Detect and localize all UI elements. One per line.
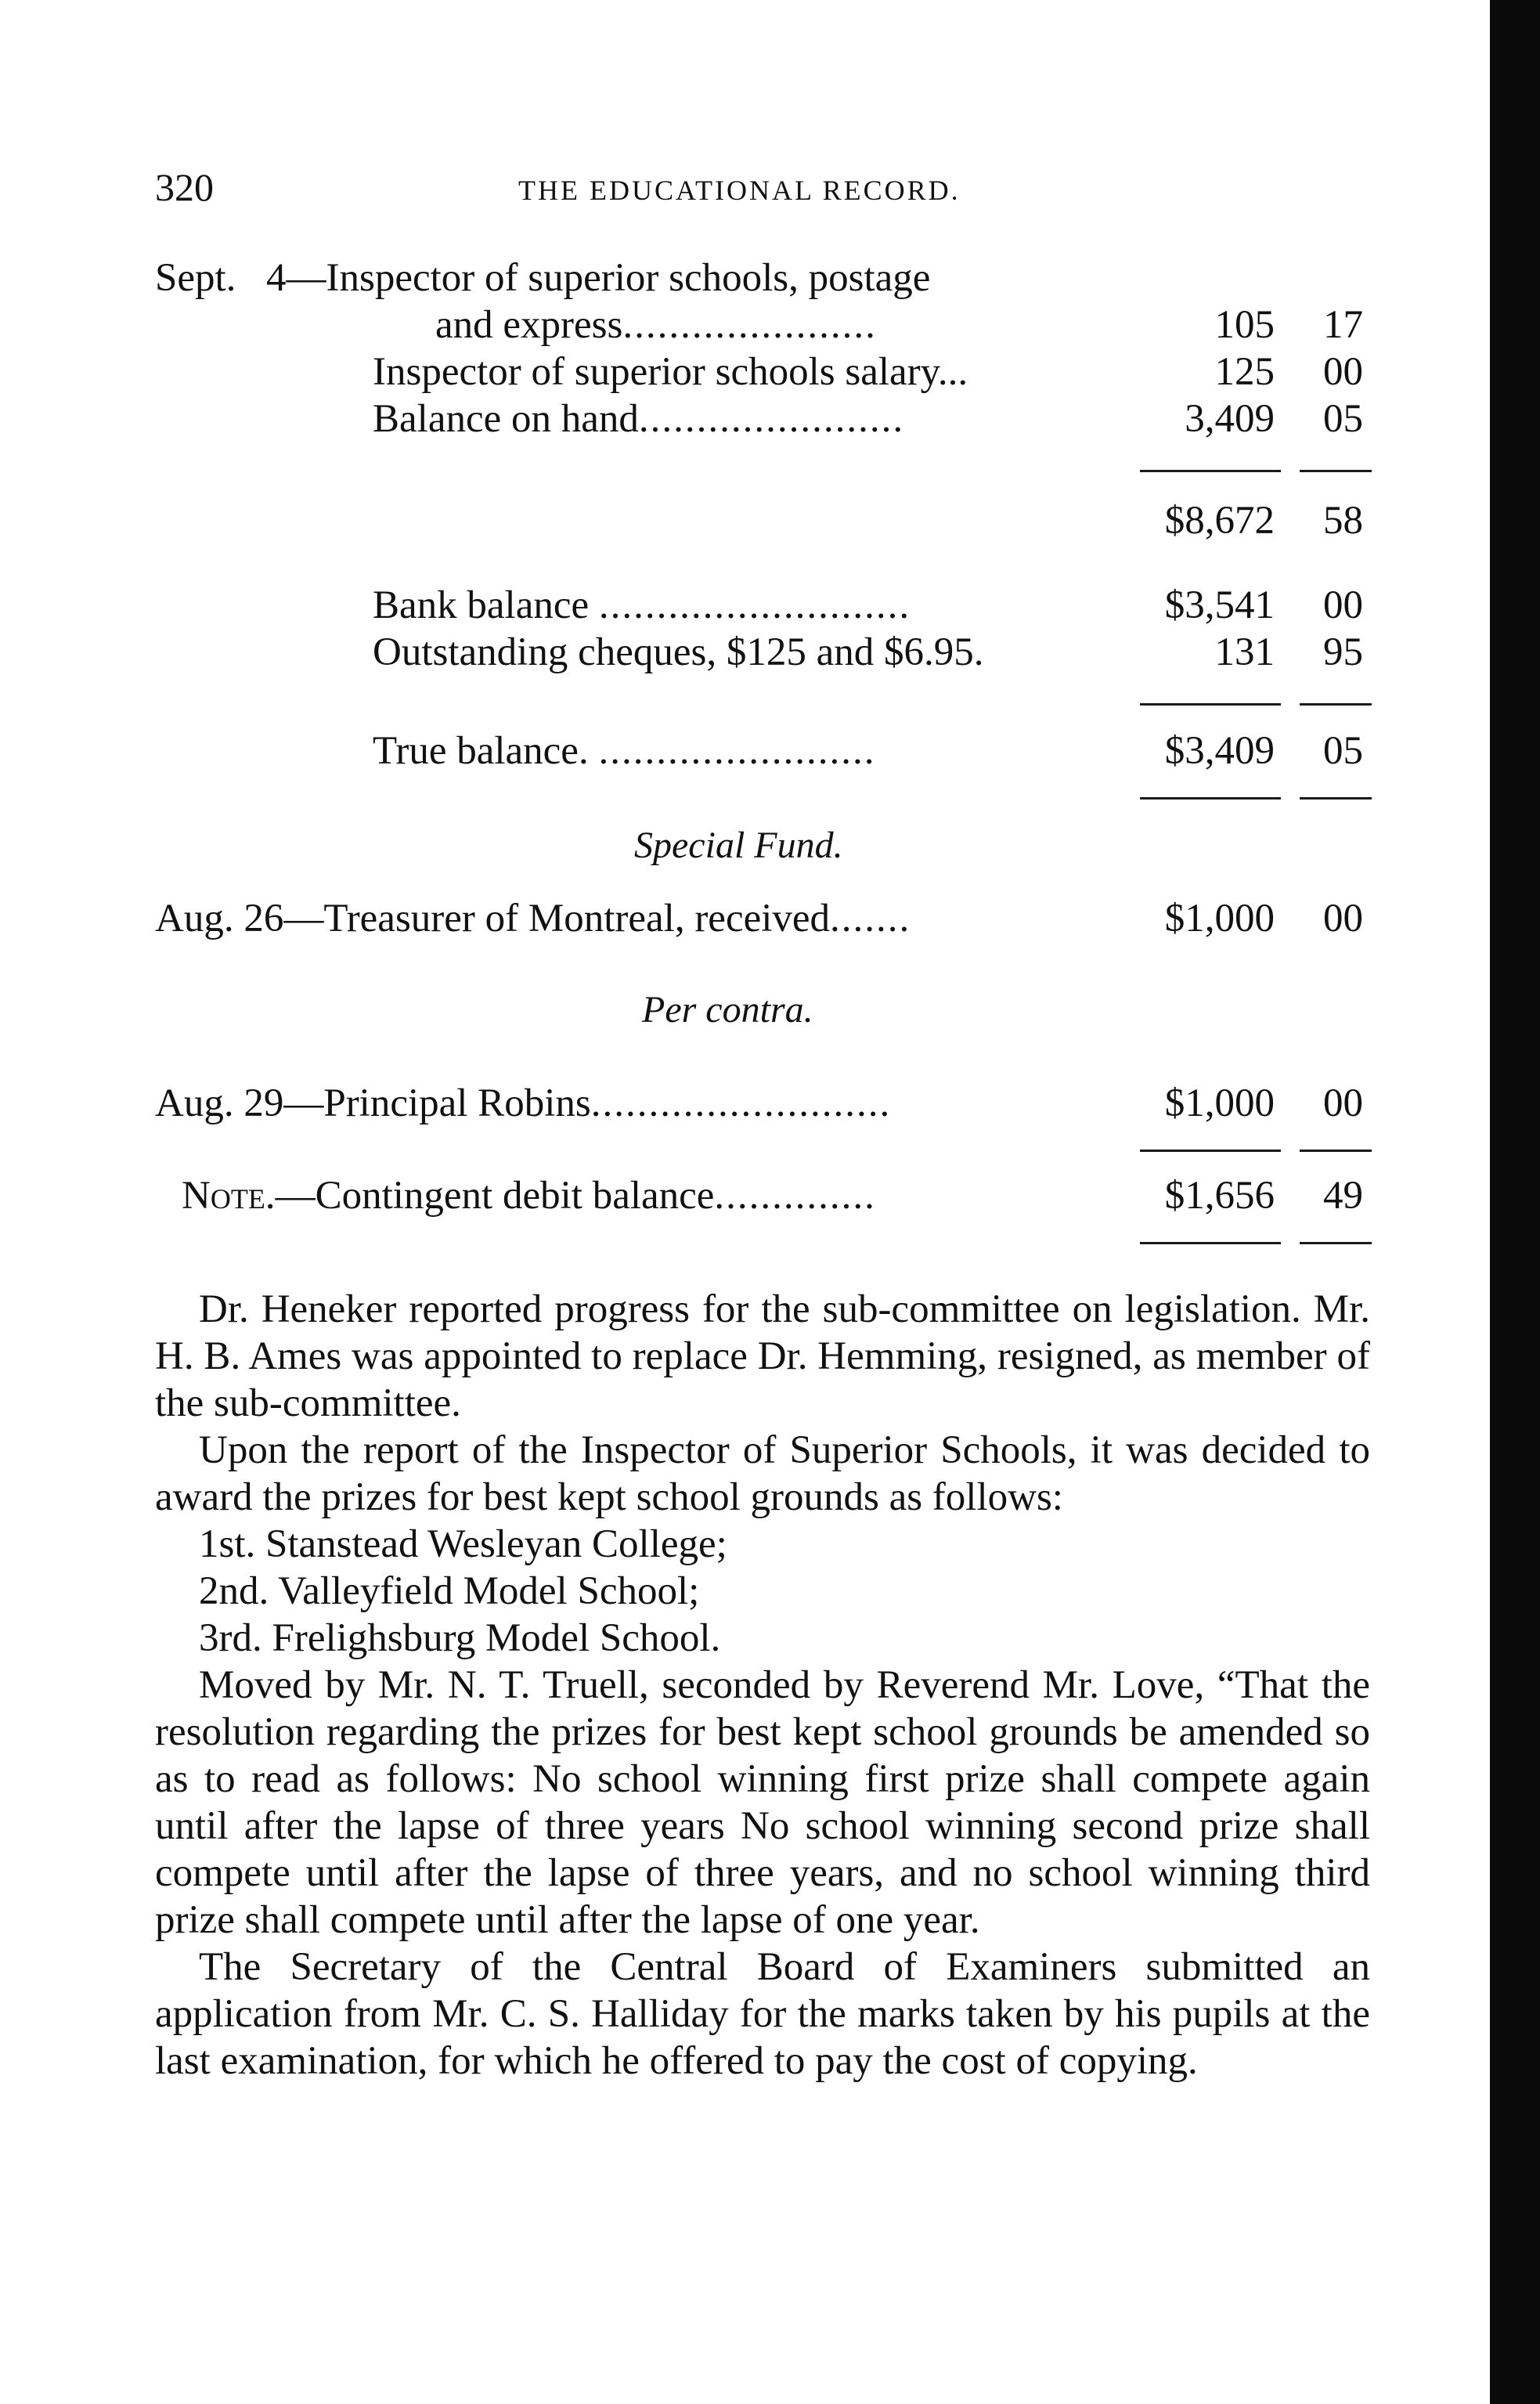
leader-dots: .............. <box>714 1174 876 1218</box>
leader-dots: ....................... <box>638 397 905 441</box>
bank-balance-cents: 00 <box>1323 583 1363 627</box>
note-prefix: Note. <box>182 1174 276 1218</box>
prize-list-item: 2nd. Valleyfield Model School; <box>199 1569 700 1613</box>
ledger-rule <box>1300 470 1372 472</box>
bank-balance-label: Bank balance <box>373 583 590 627</box>
paragraph-application: The Secretary of the Central Board of Examiners submitted an application from Mr. C. S. Halliday for the marks taken by his pupils at the last examination, for which he offered to pay the cost of copying. <box>155 1945 1370 2083</box>
paragraph-prizes: Upon the report of the Inspector of Superior Schools, it was decided to award the prizes for best kept school grounds as follows: <box>155 1428 1370 1519</box>
ledger-rule <box>1300 797 1372 800</box>
note-line <box>182 1176 876 1216</box>
outstanding-cheques-cents: 95 <box>1323 630 1363 674</box>
ledger-rule <box>1300 703 1372 706</box>
per-contra-entry-label: Aug. 29—Principal Robins <box>155 1081 591 1125</box>
ledger-rule <box>1140 797 1281 800</box>
ledger-entry-1-label: and express <box>435 303 623 347</box>
per-contra-title: Per contra. <box>642 989 813 1031</box>
ledger-entry-2-label: Inspector of superior schools salary... <box>373 350 968 394</box>
ledger-entry-1-line-2 <box>435 305 877 345</box>
note-label: —Contingent debit balance <box>275 1174 715 1218</box>
ledger-entry-1-line-1: 4—Inspector of superior schools, postage <box>266 256 931 300</box>
true-balance-line <box>373 731 875 771</box>
leader-dots: ...................... <box>622 303 877 347</box>
ledger-entry-3-label: Balance on hand <box>373 397 639 441</box>
special-fund-title: Special Fund. <box>634 825 843 866</box>
prize-list-item: 3rd. Frelighsburg Model School. <box>199 1616 721 1660</box>
ledger-entry-3-line <box>373 399 904 439</box>
ledger-entry-1-cents: 17 <box>1323 303 1363 347</box>
ledger-total-cents: 58 <box>1323 499 1363 543</box>
ledger-rule <box>1140 703 1281 706</box>
true-balance-cents: 05 <box>1323 729 1363 773</box>
page-header <box>155 164 1376 211</box>
bank-balance-line <box>373 583 911 627</box>
ledger-entry-3-cents: 05 <box>1323 397 1363 441</box>
ledger-entry-2-cents: 00 <box>1323 350 1363 394</box>
minutes-body <box>155 1286 1370 2085</box>
scan-edge-bar <box>1490 0 1540 2404</box>
per-contra-cents: 00 <box>1323 1081 1363 1125</box>
leader-dots: .......................... <box>590 1081 892 1125</box>
true-balance-label: True balance. <box>373 729 589 773</box>
document-page: 320 THE EDUCATIONAL RECORD. Sept. 4—Inspector of superior schools, postage and express...................... 105 17 Inspector of superior schools salary... 125 00 Balance on hand....................... 3,409 05 $8,672 58 Bank balance ........................... $3,541 00 Outstanding cheques, $125 and $6.95. 131 95 True balance. ........................ $3,409 05 Special Fund. Aug. 26—Treasurer of Montreal, received....... $1,000 00 Per contra. Aug. 29—Principal Robins.......................... $1,000 00 Note.—Contingent debit balance.............. $1,656 49 Dr. Heneker reported progress for the sub-committee on legislation. Mr. H. B. Ames was appointed to replace Dr. Hemming, resigned, as member of the sub-committee. Upon the report of the Inspector of Superior Schools, it was decided to award the prizes for best kept school grounds as follows: 1st. Stanstead Wesleyan College; 2nd. Valleyfield Model School; 3rd. Frelighsburg Model School. Moved by Mr. N. T. Truell, seconded by Reverend Mr. Love, “That the resolution regarding the prizes for best kept school grounds be amended so as to read as follows: No school winning first prize shall compete again until after the lapse of three years No school winning second prize shall compete until after the lapse of three years, and no school winning third prize shall compete until after the lapse of one year. The Secretary of the Central Board of Examiners submitted an application from Mr. C. S. Halliday for the marks taken by his pupils at the last examination, for which he offered to pay the cost of copying. <box>0 0 1488 2404</box>
paragraph-legislation: Dr. Heneker reported progress for the sub-committee on legislation. Mr. H. B. Ames was appointed to replace Dr. Hemming, resigned, as member of the sub-committee. <box>155 1287 1370 1425</box>
ledger-rule <box>1140 1150 1281 1152</box>
ledger-rule <box>1140 1242 1281 1244</box>
leader-dots: ........................ <box>598 729 876 773</box>
outstanding-cheques-label: Outstanding cheques, $125 and $6.95. <box>373 630 984 674</box>
ledger-rule <box>1140 470 1281 472</box>
special-fund-entry-label: Aug. 26—Treasurer of Montreal, received <box>155 897 831 940</box>
leader-dots: ....... <box>830 897 911 940</box>
note-cents: 49 <box>1323 1174 1363 1218</box>
leader-dots: ........................... <box>598 583 911 627</box>
special-fund-cents: 00 <box>1323 897 1363 940</box>
special-fund-entry-line <box>155 899 911 939</box>
ledger-rule <box>1300 1150 1372 1152</box>
running-title: THE EDUCATIONAL RECORD. <box>518 175 961 206</box>
per-contra-entry-line <box>155 1081 892 1125</box>
paragraph-motion: Moved by Mr. N. T. Truell, seconded by Reverend Mr. Love, “That the resolution regarding the prizes for best kept school grounds be amended so as to read as follows: No school winning first prize shall compete again until after the lapse of three years No school winning second prize shall compete until after the lapse of three years, and no school winning third prize shall compete until after the lapse of one year. <box>155 1663 1370 1942</box>
ledger-rule <box>1300 1242 1372 1244</box>
page-number: 320 <box>155 165 214 209</box>
prize-list-item: 1st. Stanstead Wesleyan College; <box>199 1522 727 1566</box>
ledger-month-sept: Sept. <box>155 256 236 300</box>
